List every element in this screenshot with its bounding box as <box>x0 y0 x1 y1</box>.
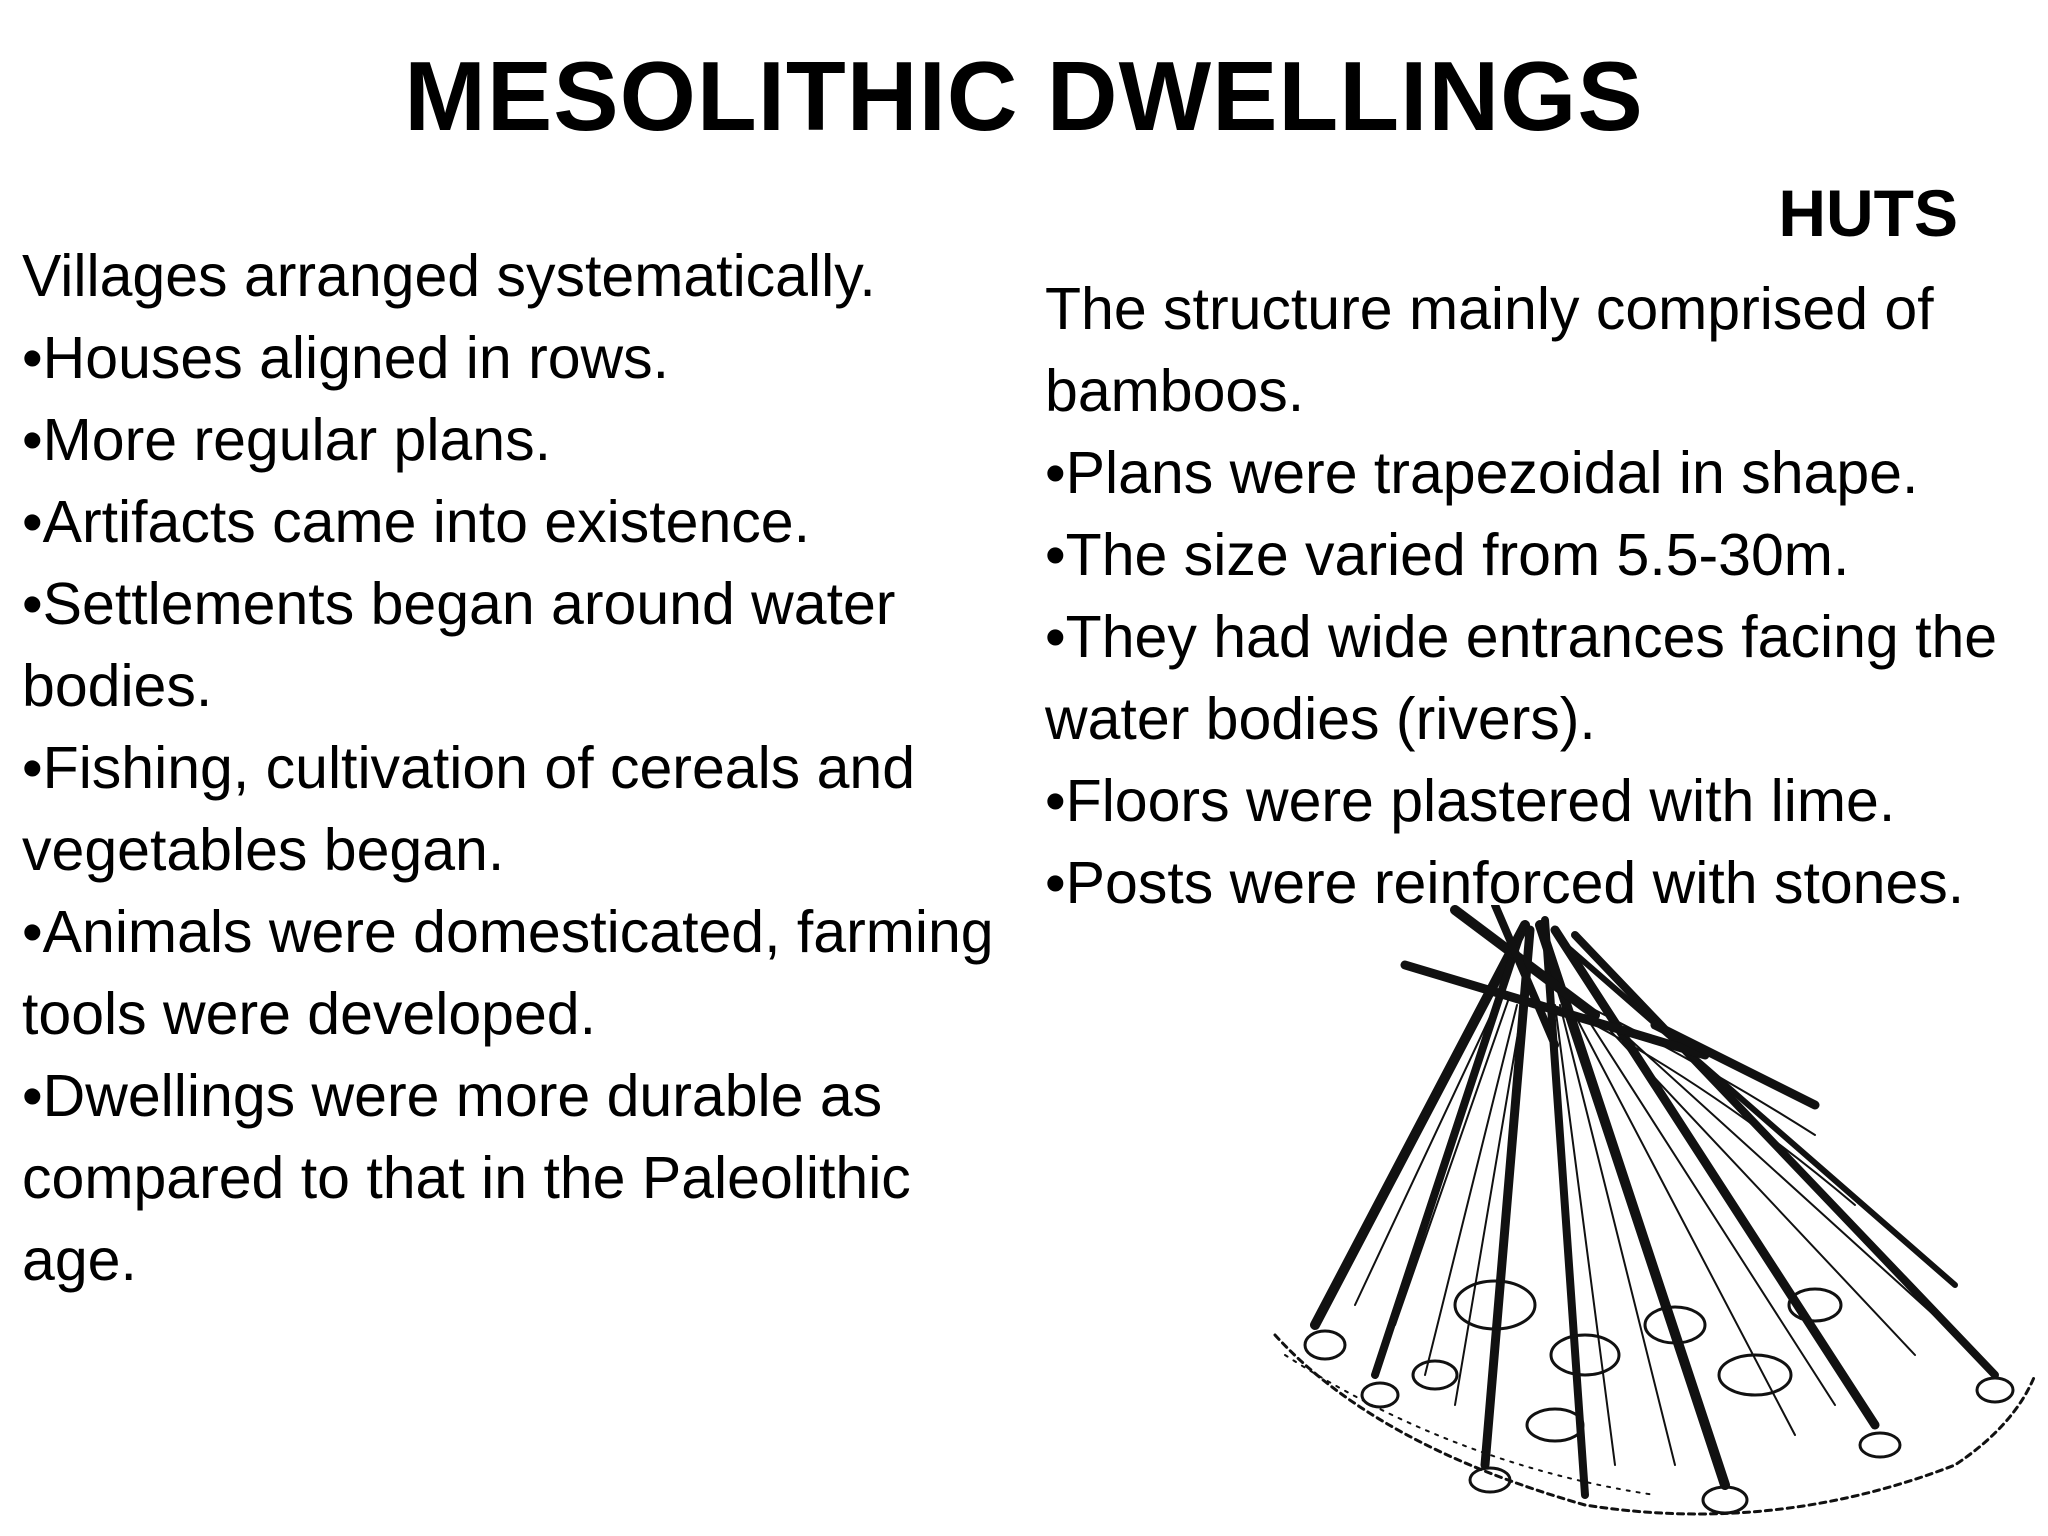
right-bullet: •The size varied from 5.5-30m. <box>1045 522 1850 588</box>
section-subtitle: HUTS <box>1778 176 1958 250</box>
page-title: MESOLITHIC DWELLINGS <box>404 41 1644 151</box>
left-bullet: •Dwellings were more durable as compared to that in the Paleolithic age. <box>22 1063 911 1293</box>
right-intro: The structure mainly comprised of bamboos. <box>1045 276 1934 424</box>
right-bullet: •Floors were plastered with lime. <box>1045 768 1896 834</box>
left-bullet: •More regular plans. <box>22 407 551 473</box>
left-text-column <box>22 235 1012 1301</box>
right-text-column <box>1045 268 2035 924</box>
left-bullet: •Fishing, cultivation of cereals and vegetables began. <box>22 735 916 883</box>
right-bullet: •Posts were reinforced with stones. <box>1045 850 1965 916</box>
right-bullet: •Plans were trapezoidal in shape. <box>1045 440 1919 506</box>
hut-sketch-drawing <box>1255 905 2045 1533</box>
left-bullet: •Animals were domesticated, farming tools were developed. <box>22 899 994 1047</box>
left-bullet: •Houses aligned in rows. <box>22 325 670 391</box>
left-bullet: •Artifacts came into existence. <box>22 489 810 555</box>
hut-sketch-icon <box>1255 905 2045 1533</box>
left-bullet: •Settlements began around water bodies. <box>22 571 896 719</box>
right-bullet: •They had wide entrances facing the water bodies (rivers). <box>1045 604 1998 752</box>
left-intro: Villages arranged systematically. <box>22 243 876 309</box>
